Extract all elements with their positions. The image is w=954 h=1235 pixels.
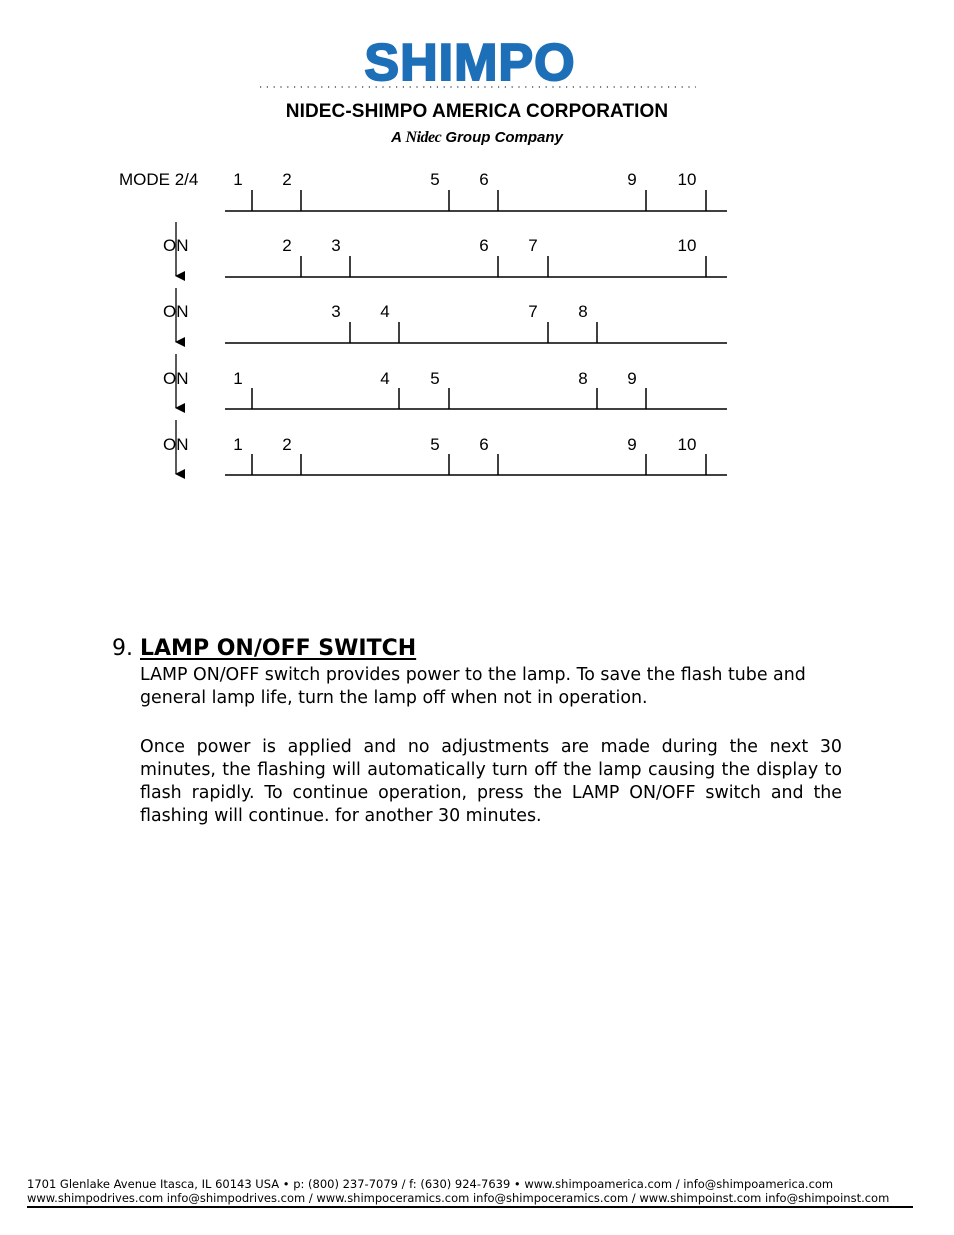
row-number: 3: [331, 236, 341, 255]
row-number: 7: [528, 302, 538, 321]
diagram-row-on-1: [163, 222, 727, 277]
row-label: ON: [163, 435, 189, 454]
section-paragraph: LAMP ON/OFF switch provides power to the lamp. To save the flash tube and general lamp life, turn the lamp off when not in operation.: [140, 665, 806, 708]
diagram-row-on-3: [163, 354, 727, 409]
row-label: MODE 2/4: [119, 170, 199, 189]
row-signal-line: [225, 256, 727, 277]
row-label: ON: [163, 369, 189, 388]
footer-rule: [27, 1206, 913, 1208]
diagram-row-mode: [119, 170, 727, 211]
row-number: 2: [282, 236, 292, 255]
row-number: 2: [282, 435, 292, 454]
company-name: NIDEC-SHIMPO AMERICA CORPORATION: [285, 101, 669, 122]
row-label: ON: [163, 302, 189, 321]
row-signal-line: [225, 322, 727, 343]
tagline-prefix: A: [391, 129, 402, 146]
row-number: 9: [627, 170, 637, 189]
section-number: 9.: [112, 636, 133, 661]
row-number: 4: [380, 302, 390, 321]
tagline-suffix: Group Company: [445, 129, 563, 146]
diagram-row-on-2: [163, 288, 727, 343]
row-number: 1: [233, 369, 243, 388]
row-number: 10: [677, 435, 697, 454]
row-number: 8: [578, 369, 588, 388]
nidec-brand: Nidec: [405, 129, 442, 146]
row-number: 9: [627, 435, 637, 454]
row-number: 10: [677, 236, 697, 255]
footer-address: 1701 Glenlake Avenue Itasca, IL 60143 USA • p: (800) 237-7079 / f: (630) 924-7639 • www.shimpoamerica.com / info@shimpoamerica.com: [27, 1177, 834, 1191]
footer-websites: www.shimpodrives.com info@shimpodrives.com / www.shimpoceramics.com info@shimpoceramics.com / www.shimpoinst.com info@shimpoinst.com: [27, 1191, 890, 1205]
section-title: LAMP ON/OFF SWITCH: [140, 636, 417, 661]
logo-text: SHIMPO: [364, 36, 576, 90]
row-number: 1: [233, 435, 243, 454]
row-signal-line: [225, 190, 727, 211]
section-paragraph: Once power is applied and no adjustments are made during the next 30 minutes, the flashing will automatically turn off the lamp causing the display to flash rapidly. To continue operation, press the LAMP ON/OFF switch and the flashing will continue. for another 30 minutes.: [140, 737, 842, 826]
row-number: 10: [677, 170, 697, 189]
row-number: 8: [578, 302, 588, 321]
row-number: 6: [479, 236, 489, 255]
row-number: 7: [528, 236, 538, 255]
row-number: 2: [282, 170, 292, 189]
row-number: 1: [233, 170, 243, 189]
row-number: 4: [380, 369, 390, 388]
row-number: 5: [430, 170, 440, 189]
row-signal-line: [225, 454, 727, 475]
row-signal-line: [225, 388, 727, 409]
row-number: 6: [479, 170, 489, 189]
row-number: 5: [430, 435, 440, 454]
row-label: ON: [163, 236, 189, 255]
timing-diagram: [0, 0, 954, 500]
section-heading: [112, 636, 416, 661]
row-number: 3: [331, 302, 341, 321]
diagram-row-on-4: [163, 420, 727, 475]
row-number: 9: [627, 369, 637, 388]
row-number: 5: [430, 369, 440, 388]
row-number: 6: [479, 435, 489, 454]
